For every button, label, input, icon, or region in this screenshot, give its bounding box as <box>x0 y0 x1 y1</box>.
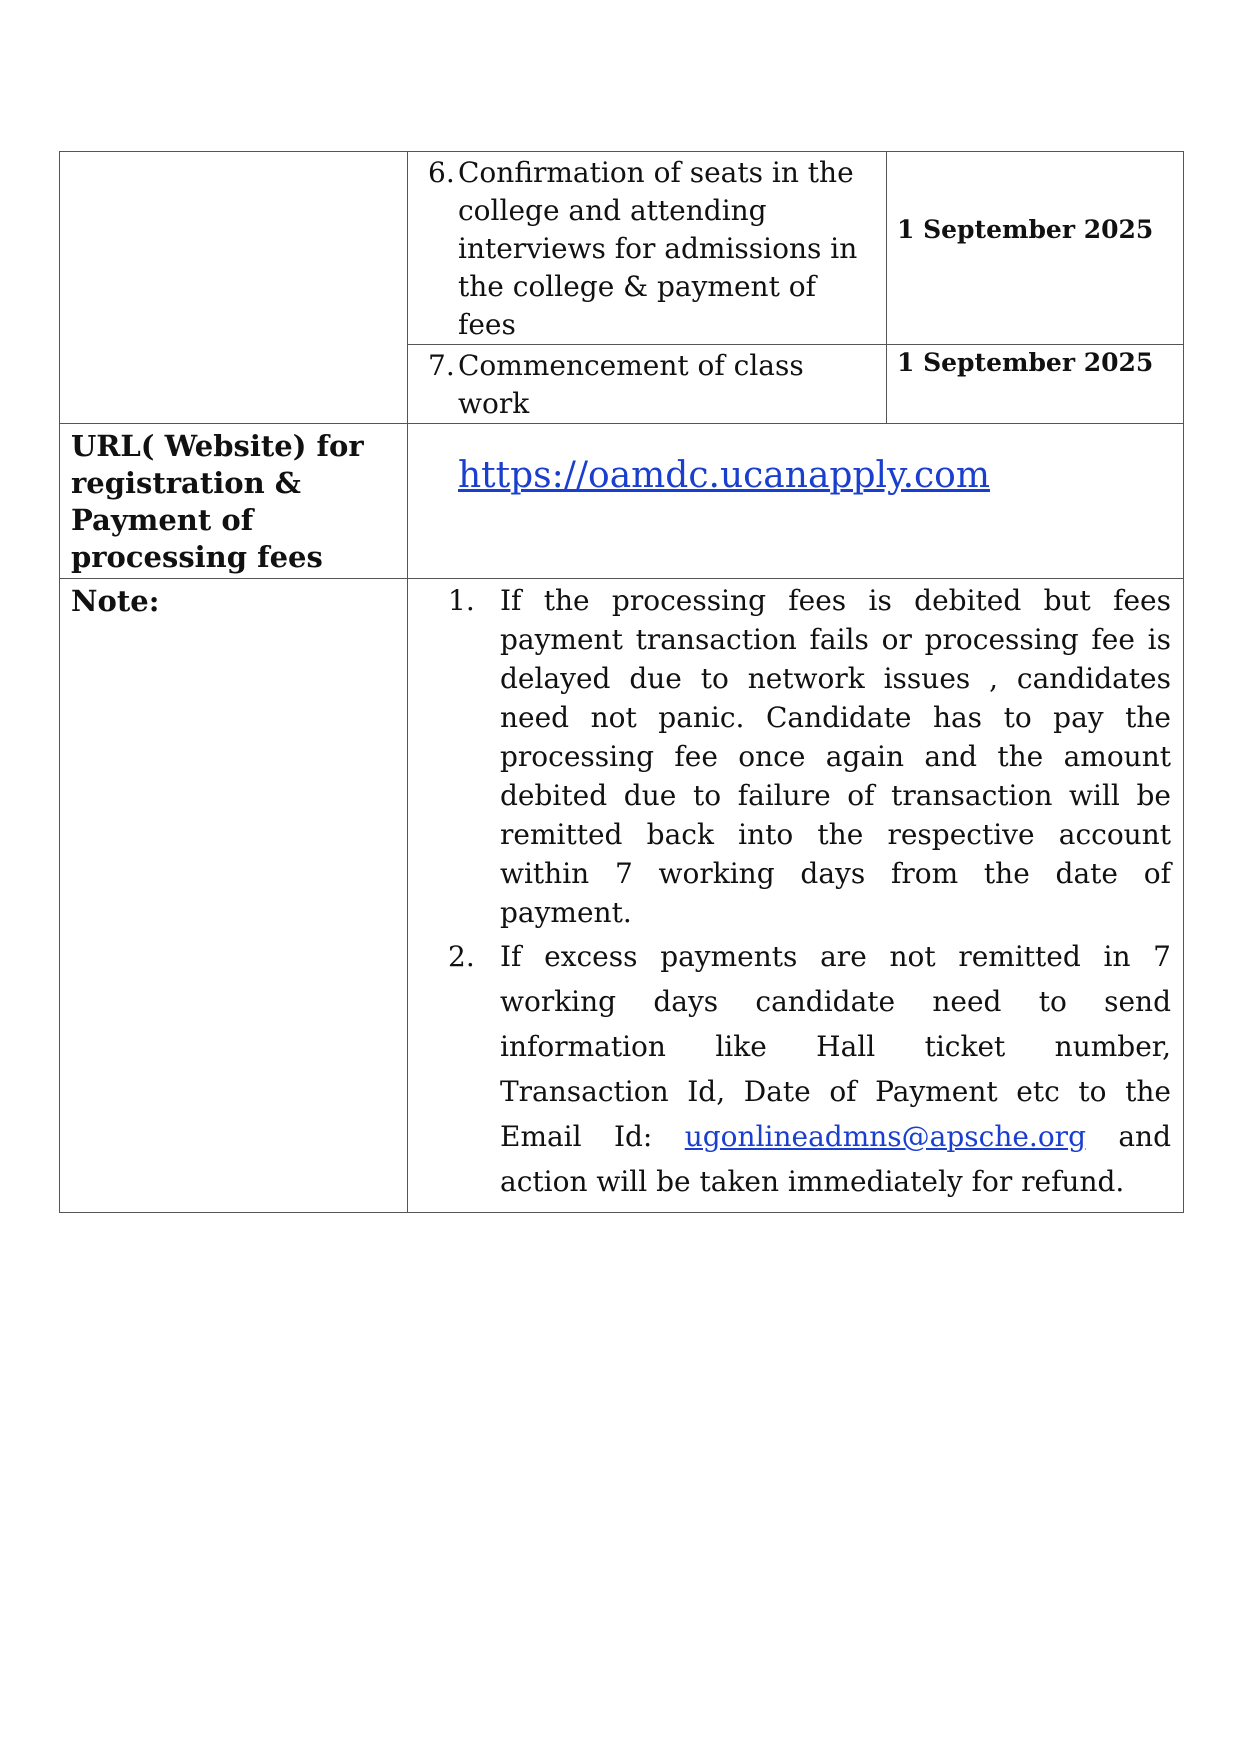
schedule-row-6 <box>60 152 1184 345</box>
url-cell <box>408 424 1184 579</box>
date-cell <box>887 345 1184 424</box>
notes-list <box>408 579 1183 1212</box>
note-text <box>500 934 1171 1204</box>
url-row <box>60 424 1184 579</box>
note-number: 2. <box>448 940 475 973</box>
event-date: 1 September 2025 <box>897 348 1154 377</box>
registration-url-link[interactable]: https://oamdc.ucanapply.com <box>458 455 990 496</box>
event-item <box>408 152 886 344</box>
event-date <box>887 152 1183 308</box>
event-text: Commencement of class work <box>458 349 804 420</box>
admission-schedule-table <box>59 151 1184 1213</box>
note-text-before: If excess payments are not remitted in 7 working days candidate need to send information like Hall ticket number, Transaction Id, Date of Payment etc to the Email Id: <box>500 940 1171 1153</box>
note-text-after: and action will be taken immediately for refund. <box>500 1120 1171 1198</box>
url-row-label: URL( Website) for registration & Payment of processing fees <box>71 429 364 574</box>
empty-label-cell <box>60 152 408 424</box>
support-email-link[interactable]: ugonlineadmns@apsche.org <box>684 1120 1086 1153</box>
event-cell <box>408 152 887 345</box>
label-cell <box>60 424 408 579</box>
event-date-text: 1 September 2025 <box>897 215 1154 244</box>
note-item <box>408 934 1171 1204</box>
label-cell <box>60 579 408 1213</box>
event-item <box>408 345 886 423</box>
note-row <box>60 579 1184 1213</box>
note-number: 1. <box>448 584 475 617</box>
note-item <box>408 581 1171 932</box>
event-cell <box>408 345 887 424</box>
note-text: If the processing fees is debited but fees payment transaction fails or processing fee is delayed due to network issues , candidates need not panic. Candidate has to pay the processing fee once again and the amount debited due to failure of transaction will be remitted back into the respective account within 7 working days from the date of payment. <box>500 584 1171 929</box>
event-number: 7. <box>428 349 455 382</box>
date-cell <box>887 152 1184 345</box>
event-number: 6. <box>428 156 455 189</box>
notes-cell <box>408 579 1184 1213</box>
note-label: Note: <box>71 584 160 618</box>
event-text: Confirmation of seats in the college and attending interviews for admissions in the college & payment of fees <box>458 156 858 341</box>
